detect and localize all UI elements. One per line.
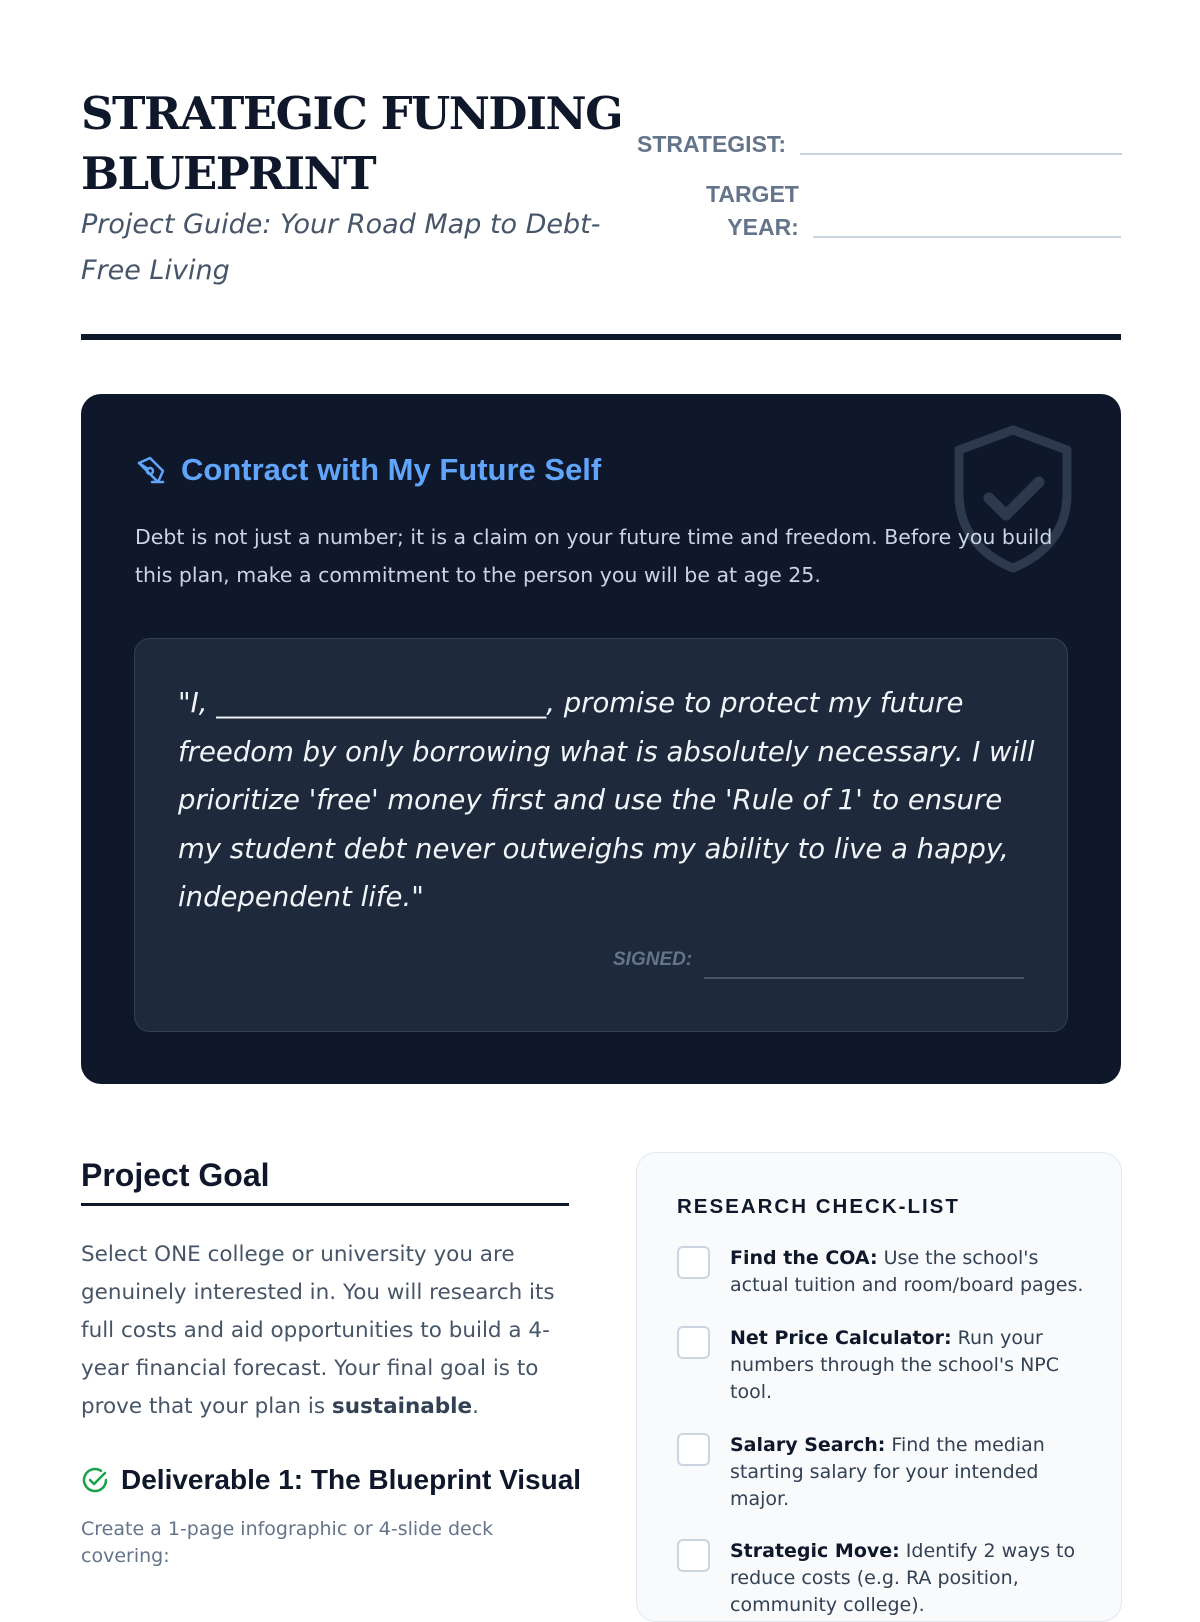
checklist-item-desc: Identify 2 ways to reduce costs (e.g. RA position, community college). — [730, 1540, 1076, 1616]
checklist-item-desc: Run your numbers through the school's NPC tool. — [730, 1327, 1060, 1403]
check-circle-icon — [81, 1466, 109, 1494]
project-goal-body-end: . — [472, 1394, 479, 1419]
deliverable-heading — [81, 1464, 641, 1496]
pledge-text: "I, ________________________, promise to protect my future freedom by only borrowing what is absolutely necessary. I will prioritize 'free' money first and use the 'Rule of 1' to ensure my student debt never outweighs my ability to live a happy, independent life." — [178, 687, 1035, 913]
checkbox[interactable] — [677, 1246, 710, 1279]
checklist-item-text — [730, 1538, 1087, 1619]
target-year-input-line[interactable] — [813, 236, 1121, 238]
checklist-item-text — [730, 1325, 1087, 1406]
strategist-input-line[interactable] — [800, 153, 1122, 155]
checklist-item — [677, 1245, 1087, 1299]
checklist-item-desc: Use the school's actual tuition and room/board pages. — [730, 1247, 1084, 1296]
signature-line[interactable] — [704, 977, 1024, 979]
target-year-label — [706, 178, 799, 244]
target-year-label-line2: YEAR: — [727, 214, 799, 240]
signed-label: SIGNED: — [613, 949, 693, 970]
project-goal-emphasis: sustainable — [331, 1394, 473, 1419]
checkbox[interactable] — [677, 1539, 710, 1572]
page-header — [81, 84, 1121, 340]
checklist-item-text — [730, 1432, 1087, 1513]
target-year-field — [706, 178, 1121, 244]
header-divider — [81, 334, 1121, 340]
checklist-item — [677, 1432, 1087, 1513]
project-goal-section — [81, 1156, 582, 1567]
research-checklist — [636, 1152, 1122, 1622]
pledge-box — [134, 638, 1068, 1032]
checklist-item — [677, 1325, 1087, 1406]
page-subtitle: Project Guide: Your Road Map to Debt-Free Living — [81, 209, 601, 286]
project-goal-body-text: Select ONE college or university you are genuinely interested in. You will research its full costs and aid opportunities to build a 4-year financial forecast. Your final goal is to prove that your plan is — [81, 1242, 555, 1419]
checklist-item-label: Net Price Calculator: — [730, 1327, 952, 1349]
checklist-item-text — [730, 1245, 1087, 1299]
checklist-item-label: Find the COA: — [730, 1247, 878, 1269]
checklist-item-label: Strategic Move: — [730, 1540, 900, 1562]
checklist-title: RESEARCH CHECK-LIST — [677, 1195, 960, 1218]
checklist-item — [677, 1538, 1087, 1619]
strategist-label: STRATEGIST: — [637, 131, 787, 157]
signature-field — [613, 949, 1024, 971]
checklist-item-desc: Find the median starting salary for your intended major. — [730, 1434, 1045, 1510]
contract-panel — [81, 394, 1121, 1084]
checkbox[interactable] — [677, 1433, 710, 1466]
target-year-label-line1: TARGET — [706, 181, 799, 207]
deliverable-description: Create a 1-page infographic or 4-slide deck covering: — [81, 1518, 494, 1567]
contract-intro: Debt is not just a number; it is a claim on your future time and freedom. Before you build this plan, make a commitment to the person you will be at age 25. — [135, 525, 1053, 587]
checkbox[interactable] — [677, 1326, 710, 1359]
strategist-field — [637, 128, 1122, 161]
checklist-item-label: Salary Search: — [730, 1434, 886, 1456]
deliverable-title: Deliverable 1: The Blueprint Visual — [121, 1464, 582, 1495]
contract-heading — [135, 452, 601, 488]
project-goal-title: Project Goal — [81, 1156, 569, 1206]
project-goal-body — [81, 1236, 569, 1426]
pen-nib-icon — [135, 454, 167, 486]
contract-title: Contract with My Future Self — [181, 452, 602, 487]
page-title: STRATEGIC FUNDING BLUEPRINT — [81, 87, 623, 200]
